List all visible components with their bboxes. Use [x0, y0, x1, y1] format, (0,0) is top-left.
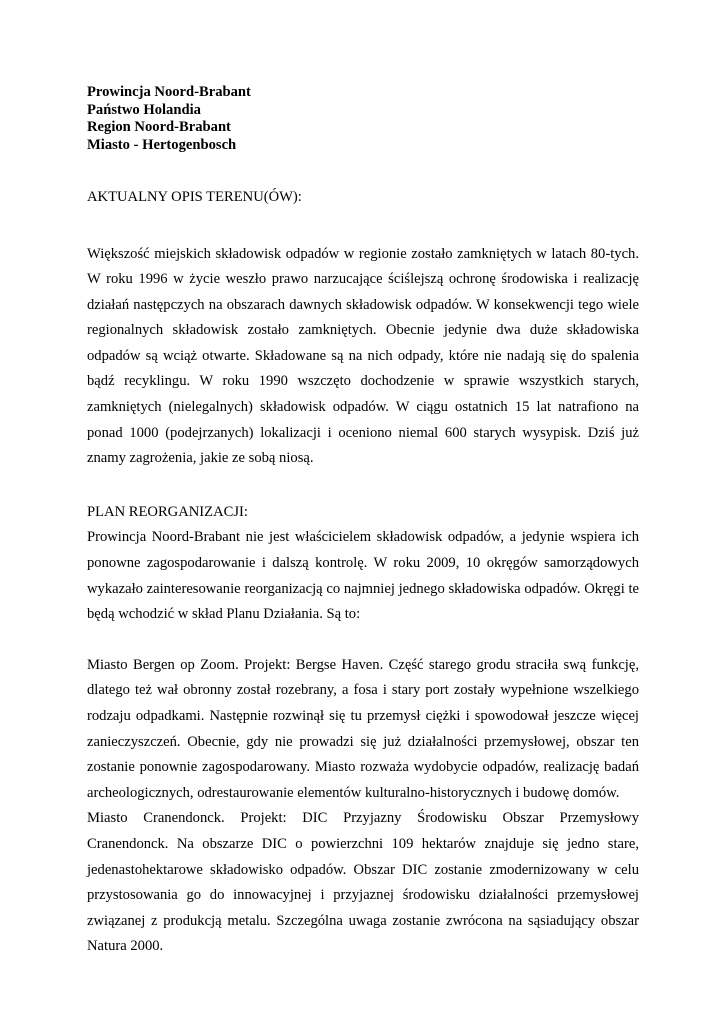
province-line: Prowincja Noord-Brabant: [87, 84, 251, 100]
country-line: Państwo Holandia: [87, 101, 201, 118]
reorganization-plan-paragraph: Prowincja Noord-Brabant nie jest właścicielem składowisk odpadów, a jedynie wspiera ich ponowne zagospodarowanie i dalszą kontrolę. W roku 2009, 10 okręgów samorządowych wykazało zainteresowanie reorganizacją co najmniej jednego składowiska odpadów. Okręgi te będą wchodzić w skład Planu Działania. Są to:: [87, 529, 639, 623]
current-description-title: AKTUALNY OPIS TERENU(ÓW):: [87, 189, 302, 205]
project-cranendonck-paragraph: Miasto Cranendonck. Projekt: DIC Przyjazny Środowisku Obszar Przemysłowy Cranendonck. Na obszarze DIC o powierzchni 109 hektarów znajduje się jedno stare, jedenastohektarowe składowisko odpadów. Obszar DIC zostanie zmodernizowany w celu przystosowania go do innowacyjnej i przyjaznej środowisku działalności przemysłowej związanej z produkcją metalu. Szczególna uwaga zostanie zwrócona na sąsiadujący obszar Natura 2000.: [87, 810, 639, 955]
location-header: [87, 84, 639, 154]
region-line: Region Noord-Brabant: [87, 119, 231, 135]
reorganization-plan-title: PLAN REORGANIZACJI:: [87, 503, 248, 520]
city-line: Miasto - Hertogenbosch: [87, 136, 237, 153]
document-page: [87, 84, 639, 960]
reorganization-section: [87, 500, 639, 628]
current-description-paragraph: Większość miejskich składowisk odpadów w regionie zostało zamkniętych w latach 80-tych. W roku 1996 w życie weszło prawo narzucające ściślejszą ochronę środowiska i realizację działań następczych na obszarach dawnych składowisk odpadów. W konsekwencji tego wiele regionalnych składowisk zostało zamkniętych. Obecnie jedynie dwa duże składowiska odpadów są wciąż otwarte. Składowane są na nich odpady, które nie nadają się do spalenia bądź recyklingu. W roku 1990 wszczęto dochodzenie w sprawie wszystkich starych, zamkniętych (nielegalnych) składowisk odpadów. W ciągu ostatnich 15 lat natrafiono na ponad 1000 (podejrzanych) lokalizacji i oceniono niemal 600 starych wysypisk. Dziś już znamy zagrożenia, jakie ze sobą niosą.: [87, 245, 639, 467]
project-bergen-paragraph: Miasto Bergen op Zoom. Projekt: Bergse Haven. Część starego grodu straciła swą funkcję, dlatego też wał obronny został rozebrany, a fosa i stary port zostały wypełnione wszelkiego rodzaju odpadkami. Następnie rozwinął się tu przemysł ciężki i spowodował jeszcze więcej zanieczyszczeń. Obecnie, gdy nie prowadzi się już działalności przemysłowej, obszar ten zostanie ponownie zagospodarowany. Miasto rozważa wydobycie odpadów, realizację badań archeologicznych, odrestaurowanie elementów kulturalno-historycznych i budowę domów.: [87, 656, 639, 801]
